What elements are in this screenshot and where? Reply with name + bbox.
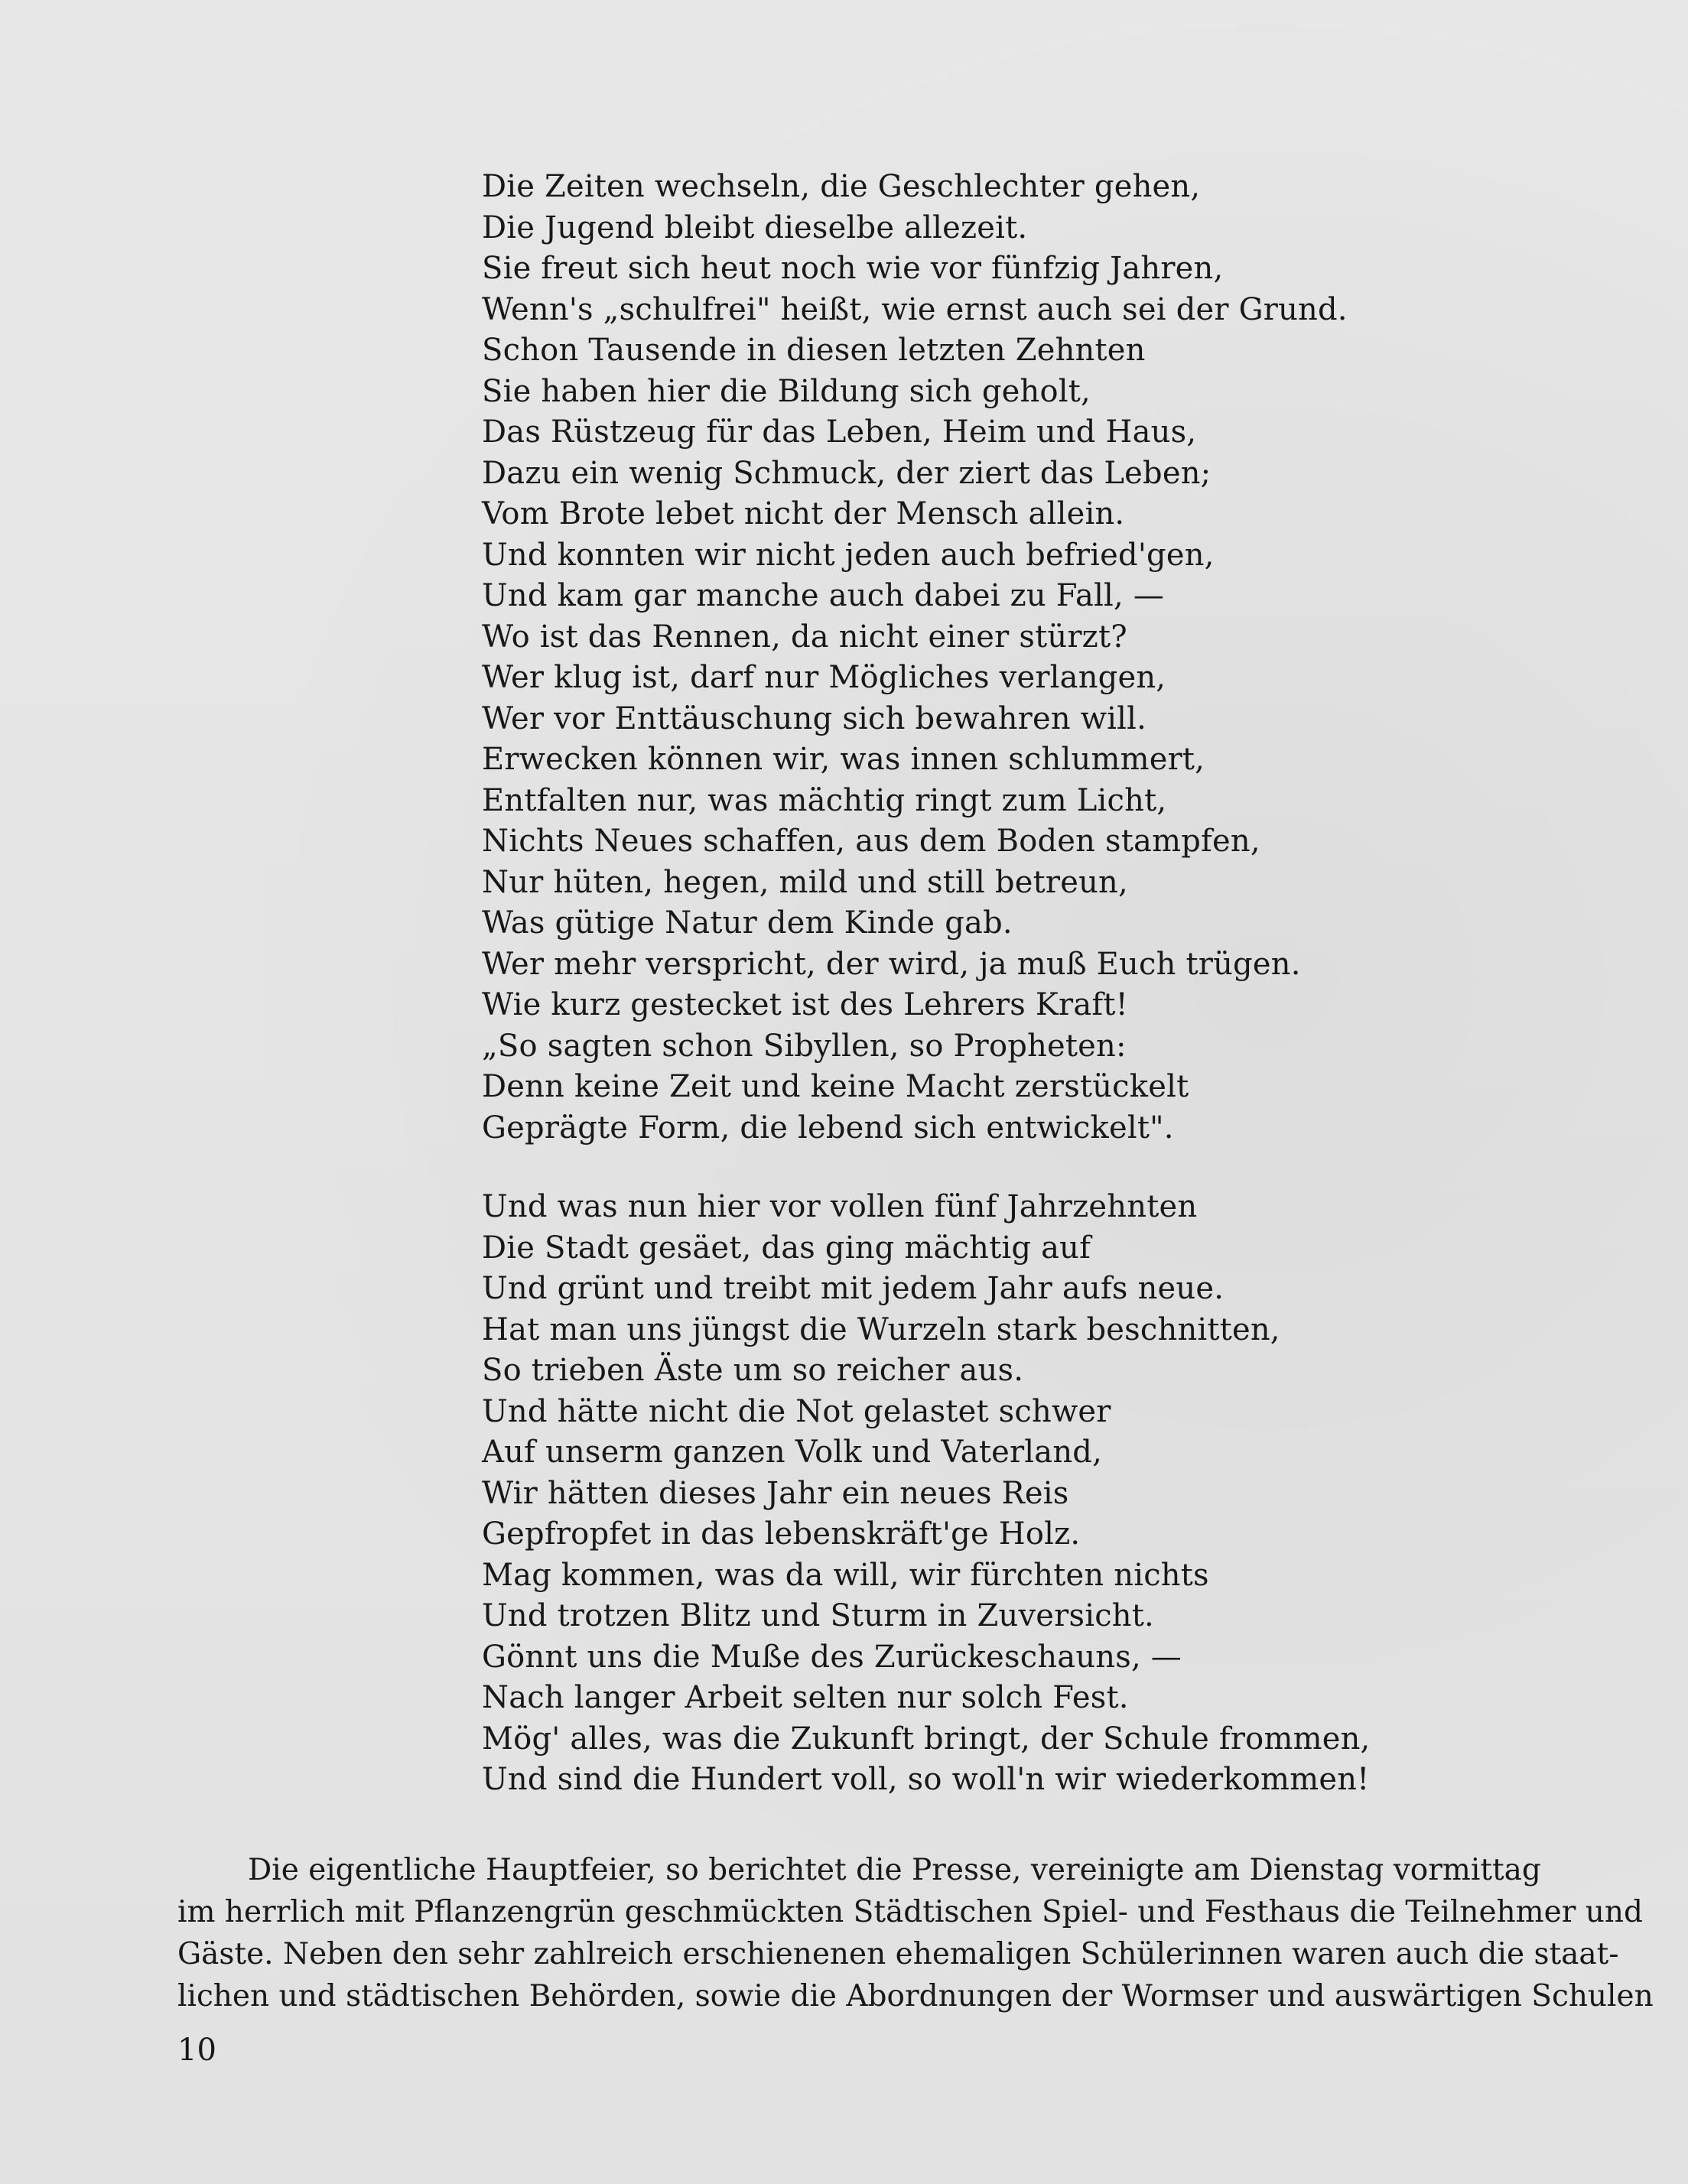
poem-stanza-1 — [482, 167, 1348, 1149]
poem-line: Nach langer Arbeit selten nur solch Fest. — [482, 1680, 1129, 1715]
poem-line: Mag kommen, was da will, wir fürchten nichts — [482, 1557, 1209, 1593]
page-number: 10 — [177, 2033, 216, 2068]
poem-line: Wer mehr verspricht, der wird, ja muß Euch trügen. — [482, 946, 1301, 982]
poem-line: Mög' alles, was die Zukunft bringt, der Schule frommen, — [482, 1721, 1371, 1757]
poem-line: Die Stadt gesäet, das ging mächtig auf — [482, 1230, 1091, 1266]
prose-paragraph — [177, 1849, 1654, 2017]
poem-line: Entfalten nur, was mächtig ringt zum Licht, — [482, 782, 1167, 818]
poem-line: Und hätte nicht die Not gelastet schwer — [482, 1393, 1111, 1429]
poem-line: Wer klug ist, darf nur Mögliches verlangen, — [482, 660, 1166, 695]
poem-line: Und grünt und treibt mit jedem Jahr aufs neue. — [482, 1271, 1225, 1306]
poem-line: Auf unserm ganzen Volk und Vaterland, — [482, 1435, 1103, 1470]
poem-stanza-2 — [482, 1187, 1371, 1801]
poem-line: Nichts Neues schaffen, aus dem Boden stampfen, — [482, 824, 1260, 859]
poem-line: Und was nun hier vor vollen fünf Jahrzehnten — [482, 1189, 1198, 1224]
poem-line: Was gütige Natur dem Kinde gab. — [482, 905, 1013, 941]
poem-line: Vom Brote lebet nicht der Mensch allein. — [482, 496, 1125, 531]
poem-line: Die Jugend bleibt dieselbe allezeit. — [482, 210, 1028, 245]
poem-line: Und konnten wir nicht jeden auch befried'gen, — [482, 537, 1215, 573]
poem-line: Und trotzen Blitz und Sturm in Zuversicht. — [482, 1598, 1154, 1633]
poem-line: Wo ist das Rennen, da nicht einer stürzt? — [482, 619, 1127, 655]
poem-line: Nur hüten, hegen, mild und still betreun, — [482, 864, 1128, 900]
poem-line: Die Zeiten wechseln, die Geschlechter gehen, — [482, 169, 1201, 204]
poem-line: Gepfropfet in das lebenskräft'ge Holz. — [482, 1516, 1081, 1552]
poem-line: Sie haben hier die Bildung sich geholt, — [482, 373, 1091, 409]
poem-line: Gönnt uns die Muße des Zurückeschauns, — — [482, 1639, 1182, 1675]
poem-line: Wer vor Enttäuschung sich bewahren will. — [482, 700, 1147, 736]
poem-line: „So sagten schon Sibyllen, so Propheten: — [482, 1028, 1127, 1064]
prose-line: im herrlich mit Pflanzengrün geschmückten Städtischen Spiel- und Festhaus die Teilnehmer und — [177, 1895, 1643, 1929]
poem-line: Geprägte Form, die lebend sich entwickelt". — [482, 1110, 1174, 1146]
poem-line: Dazu ein wenig Schmuck, der ziert das Leben; — [482, 455, 1212, 491]
poem-line: Erwecken können wir, was innen schlummert, — [482, 742, 1205, 777]
poem-line: Und sind die Hundert voll, so woll'n wir wiederkommen! — [482, 1762, 1370, 1797]
poem-line: Wenn's „schulfrei" heißt, wie ernst auch sei der Grund. — [482, 291, 1348, 327]
poem-line: Hat man uns jüngst die Wurzeln stark beschnitten, — [482, 1311, 1280, 1347]
prose-line: lichen und städtischen Behörden, sowie die Abordnungen der Wormser und auswärtigen Schulen — [177, 1979, 1654, 2013]
prose-line: Die eigentliche Hauptfeier, so berichtet die Presse, vereinigte am Dienstag vormittag — [248, 1853, 1541, 1887]
poem-line: Und kam gar manche auch dabei zu Fall, — — [482, 578, 1165, 613]
poem-line: Schon Tausende in diesen letzten Zehnten — [482, 333, 1146, 368]
poem-line: So trieben Äste um so reicher aus. — [482, 1353, 1024, 1388]
prose-line: Gäste. Neben den sehr zahlreich erschienenen ehemaligen Schülerinnen waren auch die staat- — [177, 1937, 1619, 1971]
poem-line: Das Rüstzeug für das Leben, Heim und Haus, — [482, 414, 1197, 450]
poem-line: Sie freut sich heut noch wie vor fünfzig Jahren, — [482, 251, 1224, 286]
poem-line: Wie kurz gestecket ist des Lehrers Kraft! — [482, 987, 1128, 1022]
poem-line: Wir hätten dieses Jahr ein neues Reis — [482, 1475, 1069, 1511]
poem-line: Denn keine Zeit und keine Macht zerstückelt — [482, 1069, 1189, 1104]
